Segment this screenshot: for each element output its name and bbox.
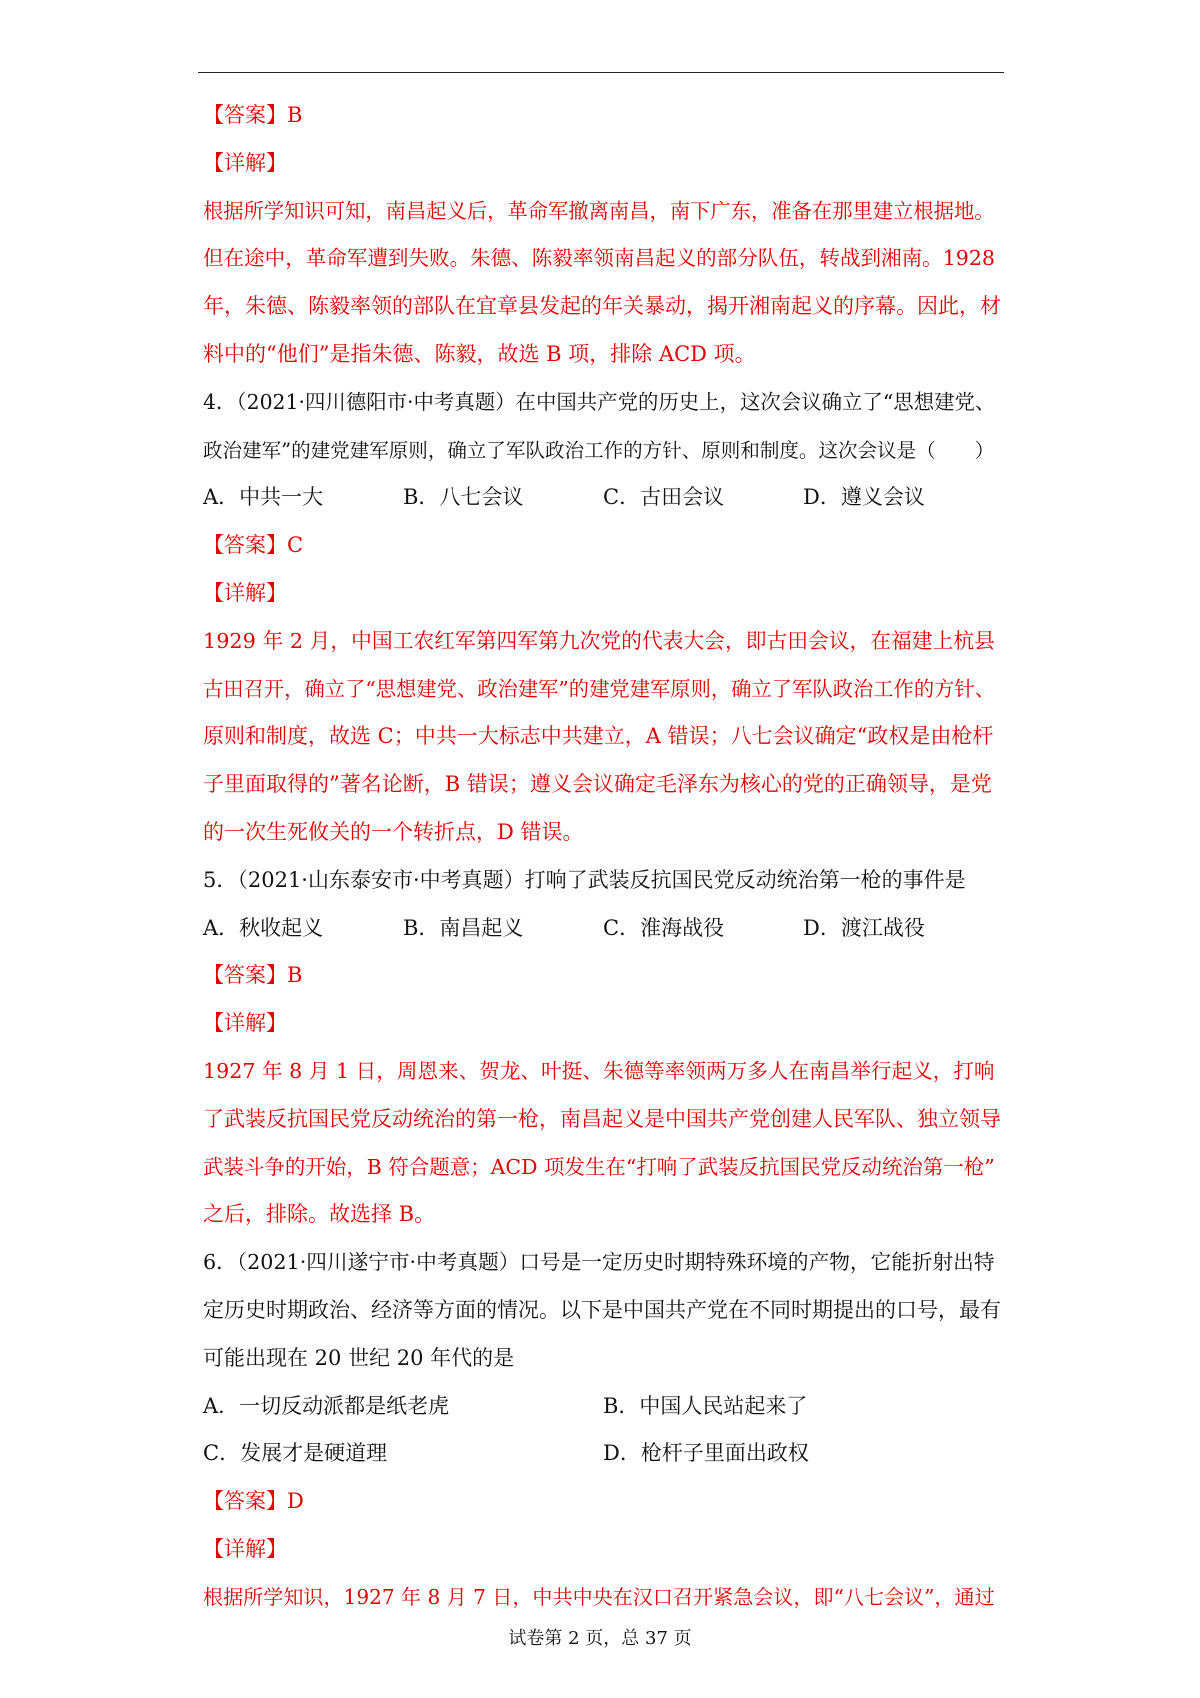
option-d: D．枪杆子里面出政权	[603, 1441, 809, 1466]
question-stem-line: 可能出现在 20 世纪 20 年代的是	[203, 1345, 515, 1370]
detail-tag: 【详解】	[203, 150, 287, 175]
detail-text-line: 子里面取得的”著名论断，B 错误；遵义会议确定毛泽东为核心的党的正确领导，是党	[203, 772, 992, 797]
answer-tag: 【答案】	[203, 533, 287, 558]
detail-text-line: 古田召开，确立了“思想建党、政治建军”的建党建军原则，确立了军队政治工作的方针、	[203, 676, 996, 701]
options-row	[203, 905, 1003, 953]
question-stem-line: 政治建军”的建党建军原则，确立了军队政治工作的方针、原则和制度。这次会议是（ ）	[203, 438, 995, 462]
answer-line	[203, 952, 1003, 1000]
answer-tag: 【答案】	[203, 1489, 287, 1514]
options-row	[203, 1383, 1003, 1431]
option-c: C．淮海战役	[603, 915, 725, 940]
header-rule	[198, 72, 1004, 73]
answer-value: B	[287, 103, 303, 127]
detail-heading	[203, 1526, 1003, 1574]
detail-heading	[203, 140, 1003, 188]
page-content	[203, 92, 1003, 1622]
detail-text-line: 的一次生死攸关的一个转折点，D 错误。	[203, 819, 584, 844]
detail-tag: 【详解】	[203, 1536, 287, 1561]
option-a: A．秋收起义	[203, 915, 324, 940]
answer-tag: 【答案】	[203, 963, 287, 988]
detail-text-line: 了武装反抗国民党反动统治的第一枪，南昌起义是中国共产党创建人民军队、独立领导	[203, 1106, 1001, 1131]
detail-tag: 【详解】	[203, 580, 287, 605]
detail-text-line: 根据所学知识可知，南昌起义后，革命军撤离南昌，南下广东，准备在那里建立根据地。	[203, 198, 995, 223]
detail-tag: 【详解】	[203, 1011, 287, 1036]
answer-line	[203, 92, 1003, 140]
detail-text-line: 原则和制度，故选 C；中共一大标志中共建立，A 错误；八七会议确定“政权是由枪杆	[203, 724, 994, 749]
option-c: C．古田会议	[603, 485, 725, 510]
detail-heading	[203, 570, 1003, 618]
detail-text-line: 之后，排除。故选择 B。	[203, 1202, 436, 1227]
option-a: A．一切反动派都是纸老虎	[203, 1393, 450, 1418]
detail-text-line: 根据所学知识，1927 年 8 月 7 日，中共中央在汉口召开紧急会议，即“八七会议”，通过	[203, 1584, 995, 1609]
detail-text-line: 年，朱德、陈毅率领的部队在宜章县发起的年关暴动，揭开湘南起义的序幕。因此，材	[203, 294, 1001, 319]
option-c: C．发展才是硬道理	[203, 1441, 388, 1466]
option-b: B．中国人民站起来了	[603, 1393, 808, 1418]
answer-line	[203, 1478, 1003, 1526]
question-stem-line: 定历史时期政治、经济等方面的情况。以下是中国共产党在不同时期提出的口号，最有	[203, 1297, 1001, 1322]
answer-tag: 【答案】	[203, 103, 287, 127]
detail-heading	[203, 1000, 1003, 1048]
question-stem-line: 6．（2021·四川遂宁市·中考真题）口号是一定历史时期特殊环境的产物，它能折射出特	[203, 1250, 995, 1275]
detail-text-line: 但在途中，革命军遭到失败。朱德、陈毅率领南昌起义的部分队伍，转战到湘南。1928	[203, 246, 995, 271]
detail-text-line: 1927 年 8 月 1 日，周恩来、贺龙、叶挺、朱德等率领两万多人在南昌举行起义，打响	[203, 1058, 995, 1083]
answer-value: B	[287, 963, 303, 988]
question-stem-line: 5．（2021·山东泰安市·中考真题）打响了武装反抗国民党反动统治第一枪的事件是	[203, 867, 966, 892]
detail-text-line: 1929 年 2 月，中国工农红军第四军第九次党的代表大会，即古田会议，在福建上杭县	[203, 628, 995, 653]
answer-line	[203, 522, 1003, 570]
option-a: A．中共一大	[203, 485, 324, 510]
option-d: D．渡江战役	[803, 915, 925, 940]
page-footer: 试卷第 2 页，总 37 页	[508, 1628, 692, 1649]
answer-value: D	[287, 1489, 304, 1514]
answer-value: C	[287, 533, 304, 558]
option-b: B．南昌起义	[403, 915, 524, 940]
detail-text-line: 武装斗争的开始，B 符合题意；ACD 项发生在“打响了武装反抗国民党反动统治第一枪”	[203, 1154, 995, 1179]
detail-text-line: 料中的“他们”是指朱德、陈毅，故选 B 项，排除 ACD 项。	[203, 341, 756, 366]
option-d: D．遵义会议	[803, 485, 925, 510]
options-row	[203, 474, 1003, 522]
options-row	[203, 1430, 1003, 1478]
option-b: B．八七会议	[403, 485, 524, 510]
question-stem-line: 4．（2021·四川德阳市·中考真题）在中国共产党的历史上，这次会议确立了“思想建党、	[203, 389, 996, 414]
